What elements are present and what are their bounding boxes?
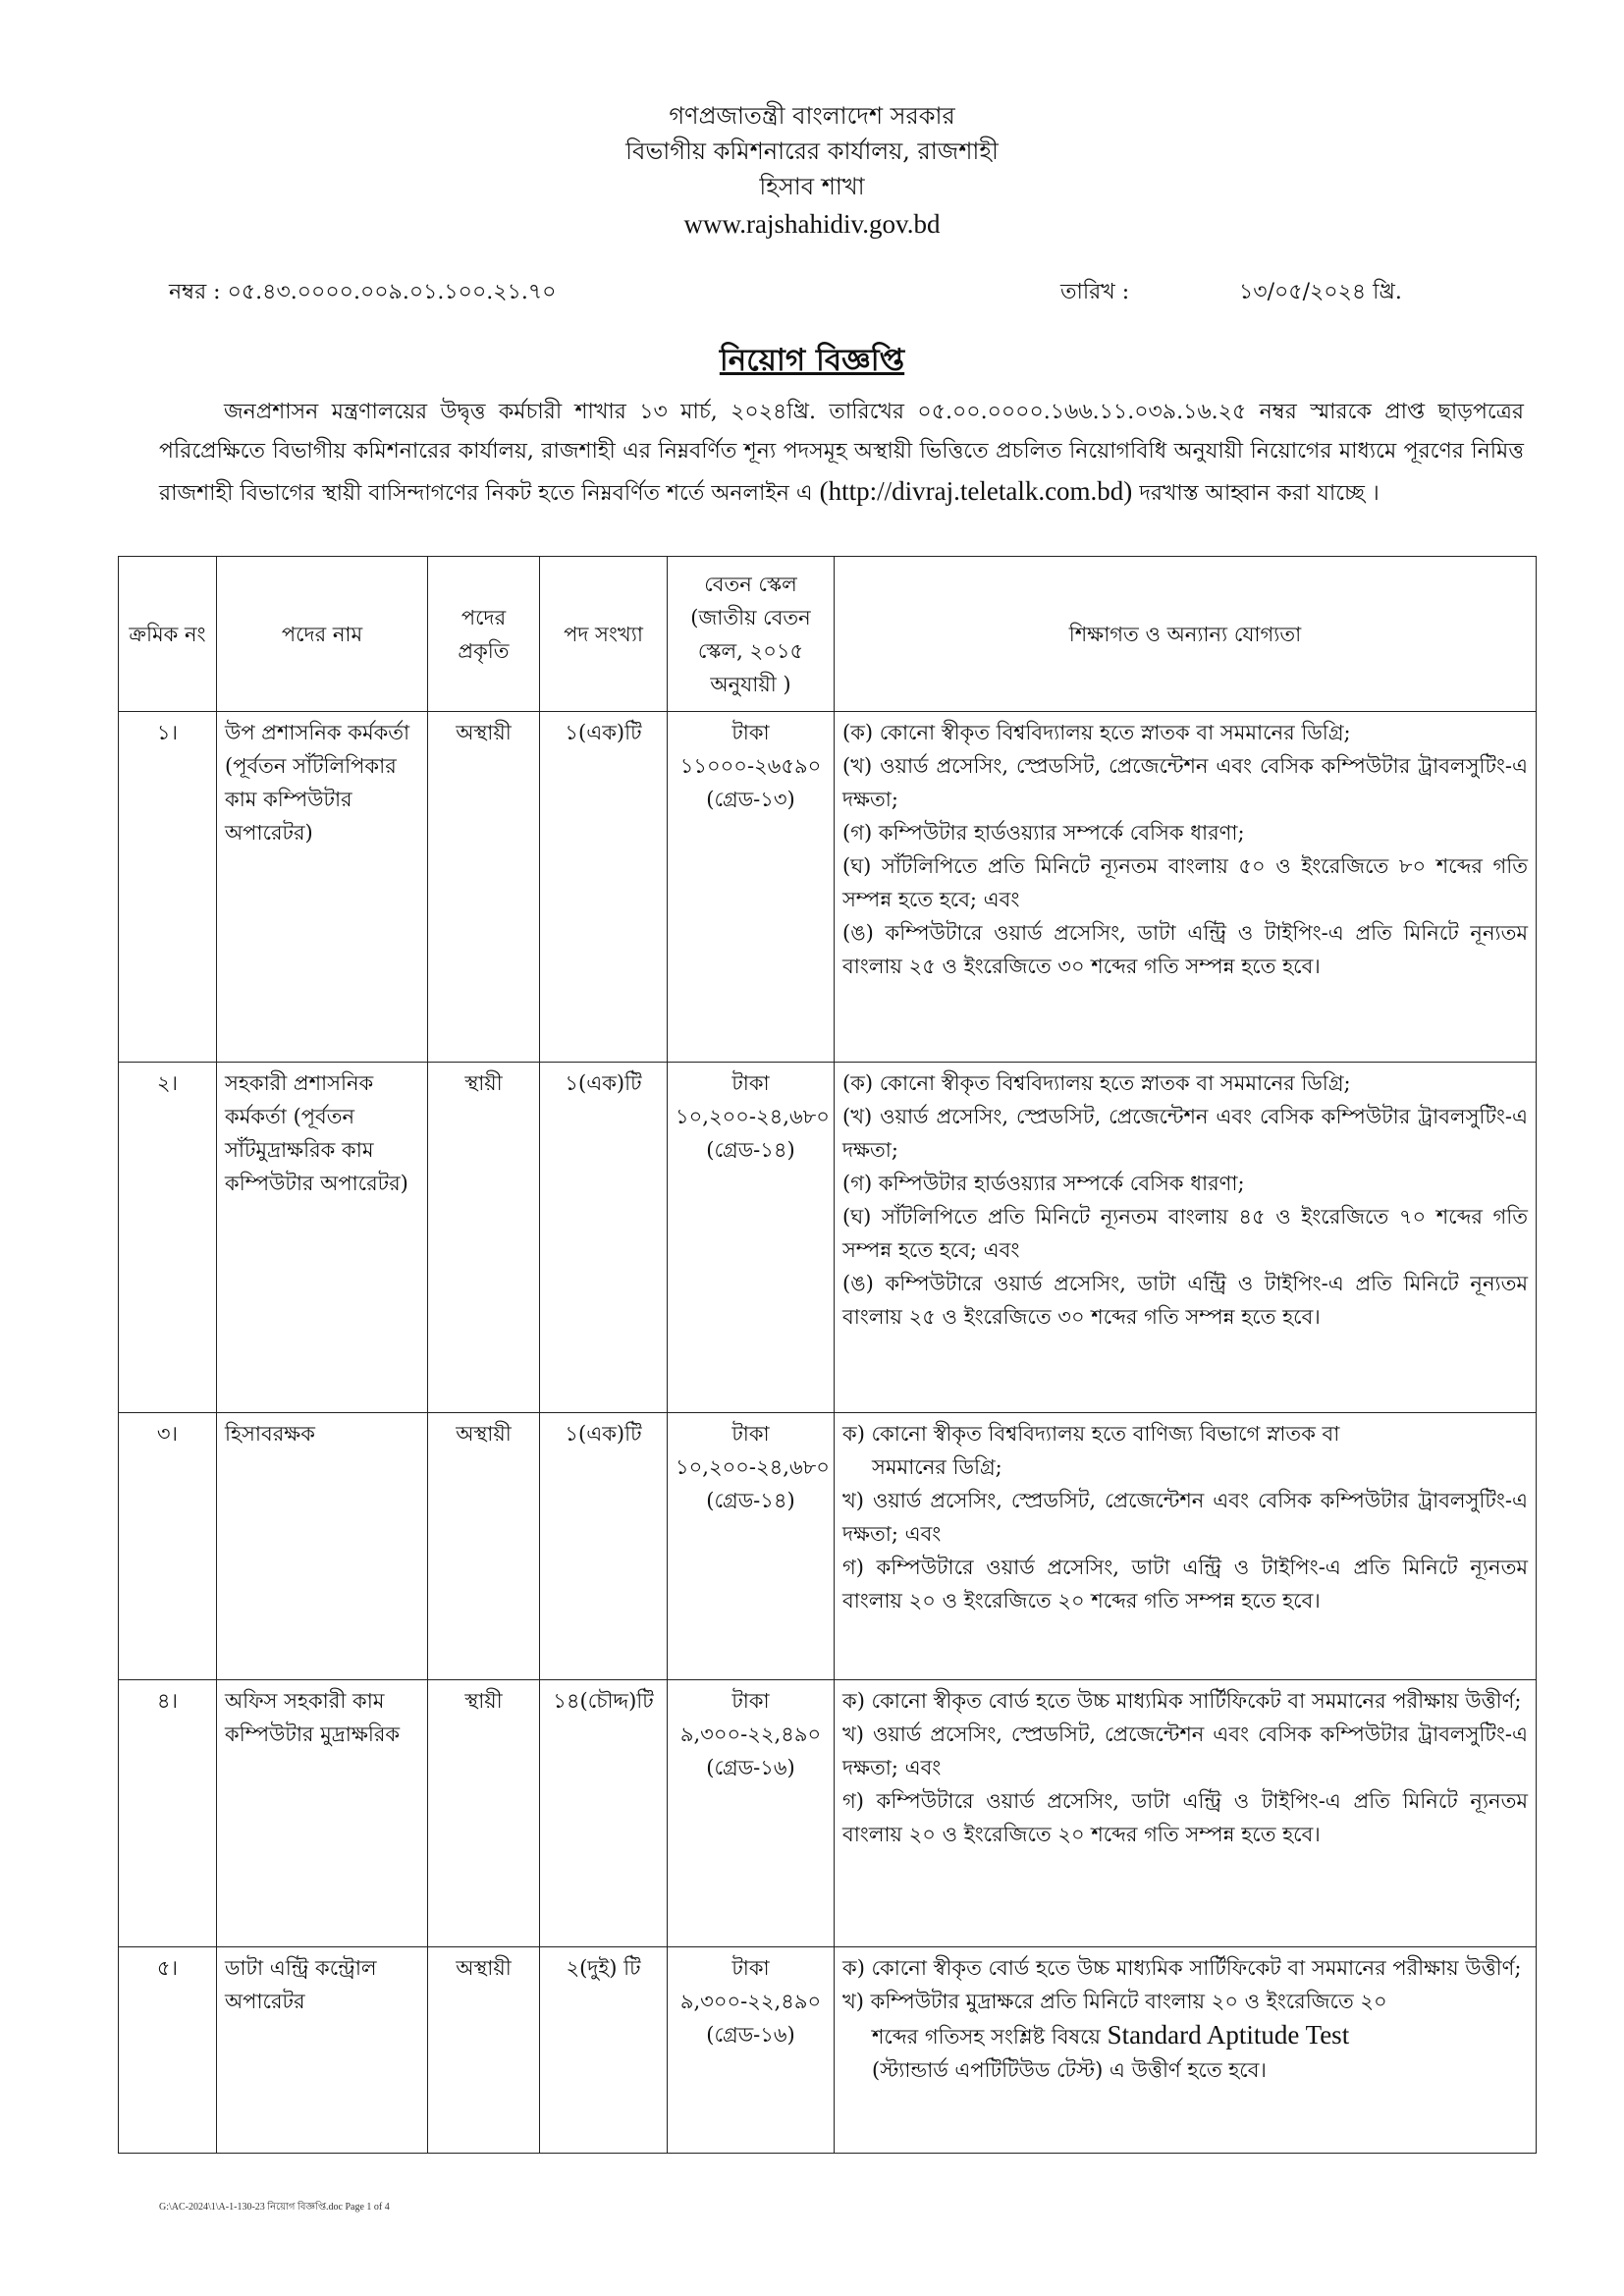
row-serial: ১। [119, 712, 217, 1063]
table-row [119, 1947, 1537, 2154]
row-serial: ২। [119, 1063, 217, 1413]
table-row [119, 1413, 1537, 1680]
qualification-item: (ঙ) কম্পিউটারে ওয়ার্ড প্রসেসিং, ডাটা এন্ট্রি ও টাইপিং-এ প্রতি মিনিটে নূন্যতম বাংলায় ২৫ ও ইংরেজিতে ৩০ শব্দের গতি সম্পন্ন হতে হবে। [842, 1272, 1528, 1329]
memo-line [169, 275, 1534, 310]
row-count: ১(এক)টি [540, 1413, 668, 1680]
row-nature: অস্থায়ী [428, 1947, 540, 2154]
row-count: ২(দুই) টি [540, 1947, 668, 2154]
row-scale: টাকা ১০,২০০-২৪,৬৮০ (গ্রেড-১৪) [668, 1063, 835, 1413]
row-post: হিসাবরক্ষক [217, 1413, 428, 1680]
row-count: ১(এক)টি [540, 1063, 668, 1413]
page-title: নিয়োগ বিজ্ঞপ্তি [719, 343, 905, 378]
section-name: হিসাব শাখা [759, 173, 865, 200]
row-scale: টাকা ১০,২০০-২৪,৬৮০ (গ্রেড-১৪) [668, 1413, 835, 1680]
row-scale: টাকা ৯,৩০০-২২,৪৯০ (গ্রেড-১৬) [668, 1947, 835, 2154]
row-nature: অস্থায়ী [428, 712, 540, 1063]
qualification-item: (ঙ) কম্পিউটারে ওয়ার্ড প্রসেসিং, ডাটা এন্ট্রি ও টাইপিং-এ প্রতি মিনিটে নূন্যতম বাংলায় ২৫ ও ইংরেজিতে ৩০ শব্দের গতি সম্পন্ন হতে হবে। [842, 921, 1528, 978]
row-serial: ৫। [119, 1947, 217, 2154]
header-nature: পদের প্রকৃতি [428, 557, 540, 712]
row-nature: স্থায়ী [428, 1063, 540, 1413]
row-post: ডাটা এন্ট্রি কন্ট্রোল অপারেটর [217, 1947, 428, 2154]
table-header-row [119, 557, 1537, 712]
website-link[interactable]: www.rajshahidiv.gov.bd [683, 209, 941, 239]
row-post: উপ প্রশাসনিক কর্মকর্তা (পূর্বতন সাঁটলিপিকার কাম কম্পিউটার অপারেটর) [217, 712, 428, 1063]
intro-paragraph [159, 393, 1524, 514]
office-header [0, 98, 1624, 242]
row-serial: ৪। [119, 1680, 217, 1947]
row-serial: ৩। [119, 1413, 217, 1680]
row-count: ১(এক)টি [540, 712, 668, 1063]
header-serial: ক্রমিক নং [119, 557, 217, 712]
intro-tail: দরখাস্ত আহ্বান করা যাচ্ছে । [1139, 481, 1380, 506]
header-qualifications: শিক্ষাগত ও অন্যান্য যোগ্যতা [835, 557, 1537, 712]
qualification-item: খ) ওয়ার্ড প্রসেসিং, স্প্রেডসিট, প্রেজেন্টেশন এবং বেসিক কম্পিউটার ট্রাবলসুটিং-এ দক্ষতা; এবং [842, 1489, 1528, 1546]
qualification-item: (গ) কম্পিউটার হার্ডওয়্যার সম্পর্কে বেসিক ধারণা; [842, 1172, 1245, 1195]
qualification-item: (ঘ) সাঁটলিপিতে প্রতি মিনিটে ন্যূনতম বাংলায় ৪৫ ও ইংরেজিতে ৭০ শব্দের গতি সম্পন্ন হতে হবে; এবং [842, 1205, 1528, 1262]
row-qualifications [835, 1680, 1537, 1947]
row-count: ১৪(চৌদ্দ)টি [540, 1680, 668, 1947]
row-qualifications [835, 1413, 1537, 1680]
header-scale: বেতন স্কেল (জাতীয় বেতন স্কেল, ২০১৫ অনুযায়ী ) [668, 557, 835, 712]
header-post: পদের নাম [217, 557, 428, 712]
vacancy-table [118, 556, 1537, 2154]
file-path-footer: G:\AC-2024\1\A-1-130-23 নিয়োগ বিজ্ঞপ্তি.doc Page 1 of 4 [159, 2202, 390, 2213]
qualification-item: ক) কোনো স্বীকৃত বোর্ড হতে উচ্চ মাধ্যমিক সার্টিফিকেট বা সমমানের পরীক্ষায় উত্তীর্ণ; [842, 1689, 1522, 1713]
row-post: অফিস সহকারী কাম কম্পিউটার মুদ্রাক্ষরিক [217, 1680, 428, 1947]
qualification-text: শব্দের গতিসহ সংশ্লিষ্ট বিষয়ে [872, 2025, 1101, 2049]
qualification-item: (ক) কোনো স্বীকৃত বিশ্ববিদ্যালয় হতে স্নাতক বা সমমানের ডিগ্রি; [842, 1071, 1351, 1095]
qualification-item: (ঘ) সাঁটলিপিতে প্রতি মিনিটে ন্যূনতম বাংলায় ৫০ ও ইংরেজিতে ৮০ শব্দের গতি সম্পন্ন হতে হবে; এবং [842, 854, 1528, 911]
table-row [119, 1063, 1537, 1413]
row-qualifications [835, 1947, 1537, 2154]
application-url[interactable]: (http://divraj.teletalk.com.bd) [819, 476, 1133, 506]
header-count: পদ সংখ্যা [540, 557, 668, 712]
table-row [119, 712, 1537, 1063]
qualification-item: (খ) ওয়ার্ড প্রসেসিং, স্প্রেডসিট, প্রেজেন্টেশন এবং বেসিক কম্পিউটার ট্রাবলসুটিং-এ দক্ষতা; [842, 1105, 1528, 1162]
intro-text: জনপ্রশাসন মন্ত্রণালয়ের উদ্বৃত্ত কর্মচারী শাখার ১৩ মার্চ, ২০২৪খ্রি. তারিখের ০৫.০০.০০০০.১৬৬.১১.০৩৯.১৬.২৫ নম্বর স্মারকে প্রাপ্ত ছাড়পত্রের পরিপ্রেক্ষিতে বিভাগীয় কমিশনারের কার্যালয়, রাজশাহী এর নিম্নবর্ণিত শূন্য পদসমূহ অস্থায়ী ভিত্তিতে প্রচলিত নিয়োগবিধি অনুযায়ী নিয়োগের মাধ্যমে পূরণের নিমিত্ত রাজশাহী বিভাগের স্থায়ী বাসিন্দাগণের নিকট হতে নিম্নবর্ণিত শর্তে অনলাইন এ [159, 400, 1524, 506]
qualification-item: ক) কোনো স্বীকৃত বিশ্ববিদ্যালয় হতে বাণিজ্য বিভাগে স্নাতক বা [842, 1422, 1340, 1446]
row-post: সহকারী প্রশাসনিক কর্মকর্তা (পূর্বতন সাঁটমুদ্রাক্ষরিক কাম কম্পিউটার অপারেটর) [217, 1063, 428, 1413]
row-qualifications [835, 1063, 1537, 1413]
govt-name: গণপ্রজাতন্ত্রী বাংলাদেশ সরকার [669, 102, 955, 130]
qualification-item: (গ) কম্পিউটার হার্ডওয়্যার সম্পর্কে বেসিক ধারণা; [842, 821, 1245, 845]
qualification-item-continued [842, 2018, 1528, 2053]
date-label: তারিখ : [1060, 280, 1130, 304]
qualification-item: (খ) ওয়ার্ড প্রসেসিং, স্প্রেডসিট, প্রেজেন্টেশন এবং বেসিক কম্পিউটার ট্রাবলসুটিং-এ দক্ষতা; [842, 754, 1528, 811]
row-scale: টাকা ১১০০০-২৬৫৯০ (গ্রেড-১৩) [668, 712, 835, 1063]
date-value: ১৩/০৫/২০২৪ খ্রি. [1239, 280, 1402, 304]
qualification-item: ক) কোনো স্বীকৃত বোর্ড হতে উচ্চ মাধ্যমিক সার্টিফিকেট বা সমমানের পরীক্ষায় উত্তীর্ণ; [842, 1956, 1522, 1980]
qualification-item: খ) কম্পিউটার মুদ্রাক্ষরে প্রতি মিনিটে বাংলায় ২০ ও ইংরেজিতে ২০ [842, 1990, 1387, 2013]
qualification-item: খ) ওয়ার্ড প্রসেসিং, স্প্রেডসিট, প্রেজেন্টেশন এবং বেসিক কম্পিউটার ট্রাবলসুটিং-এ দক্ষতা; এবং [842, 1722, 1528, 1779]
qualification-item: গ) কম্পিউটারে ওয়ার্ড প্রসেসিং, ডাটা এন্ট্রি ও টাইপিং-এ প্রতি মিনিটে ন্যূনতম বাংলায় ২০ ও ইংরেজিতে ২০ শব্দের গতি সম্পন্ন হতে হবে। [842, 1789, 1528, 1846]
row-qualifications [835, 712, 1537, 1063]
qualification-item-continued: (স্ট্যান্ডার্ড এপটিটিউড টেস্ট) এ উত্তীর্ণ হতে হবে। [872, 2058, 1267, 2082]
row-nature: অস্থায়ী [428, 1413, 540, 1680]
table-row [119, 1680, 1537, 1947]
qualification-item: (ক) কোনো স্বীকৃত বিশ্ববিদ্যালয় হতে স্নাতক বা সমমানের ডিগ্রি; [842, 721, 1351, 744]
aptitude-test-name: Standard Aptitude Test [1107, 2020, 1350, 2050]
row-scale: টাকা ৯,৩০০-২২,৪৯০ (গ্রেড-১৬) [668, 1680, 835, 1947]
row-nature: স্থায়ী [428, 1680, 540, 1947]
memo-number: নম্বর : ০৫.৪৩.০০০০.০০৯.০১.১০০.২১.৭০ [169, 280, 557, 304]
qualification-item-continued: সমমানের ডিগ্রি; [872, 1455, 1002, 1479]
qualification-item: গ) কম্পিউটারে ওয়ার্ড প্রসেসিং, ডাটা এন্ট্রি ও টাইপিং-এ প্রতি মিনিটে ন্যূনতম বাংলায় ২০ ও ইংরেজিতে ২০ শব্দের গতি সম্পন্ন হতে হবে। [842, 1556, 1528, 1613]
office-name: বিভাগীয় কমিশনারের কার্যালয়, রাজশাহী [625, 137, 999, 165]
